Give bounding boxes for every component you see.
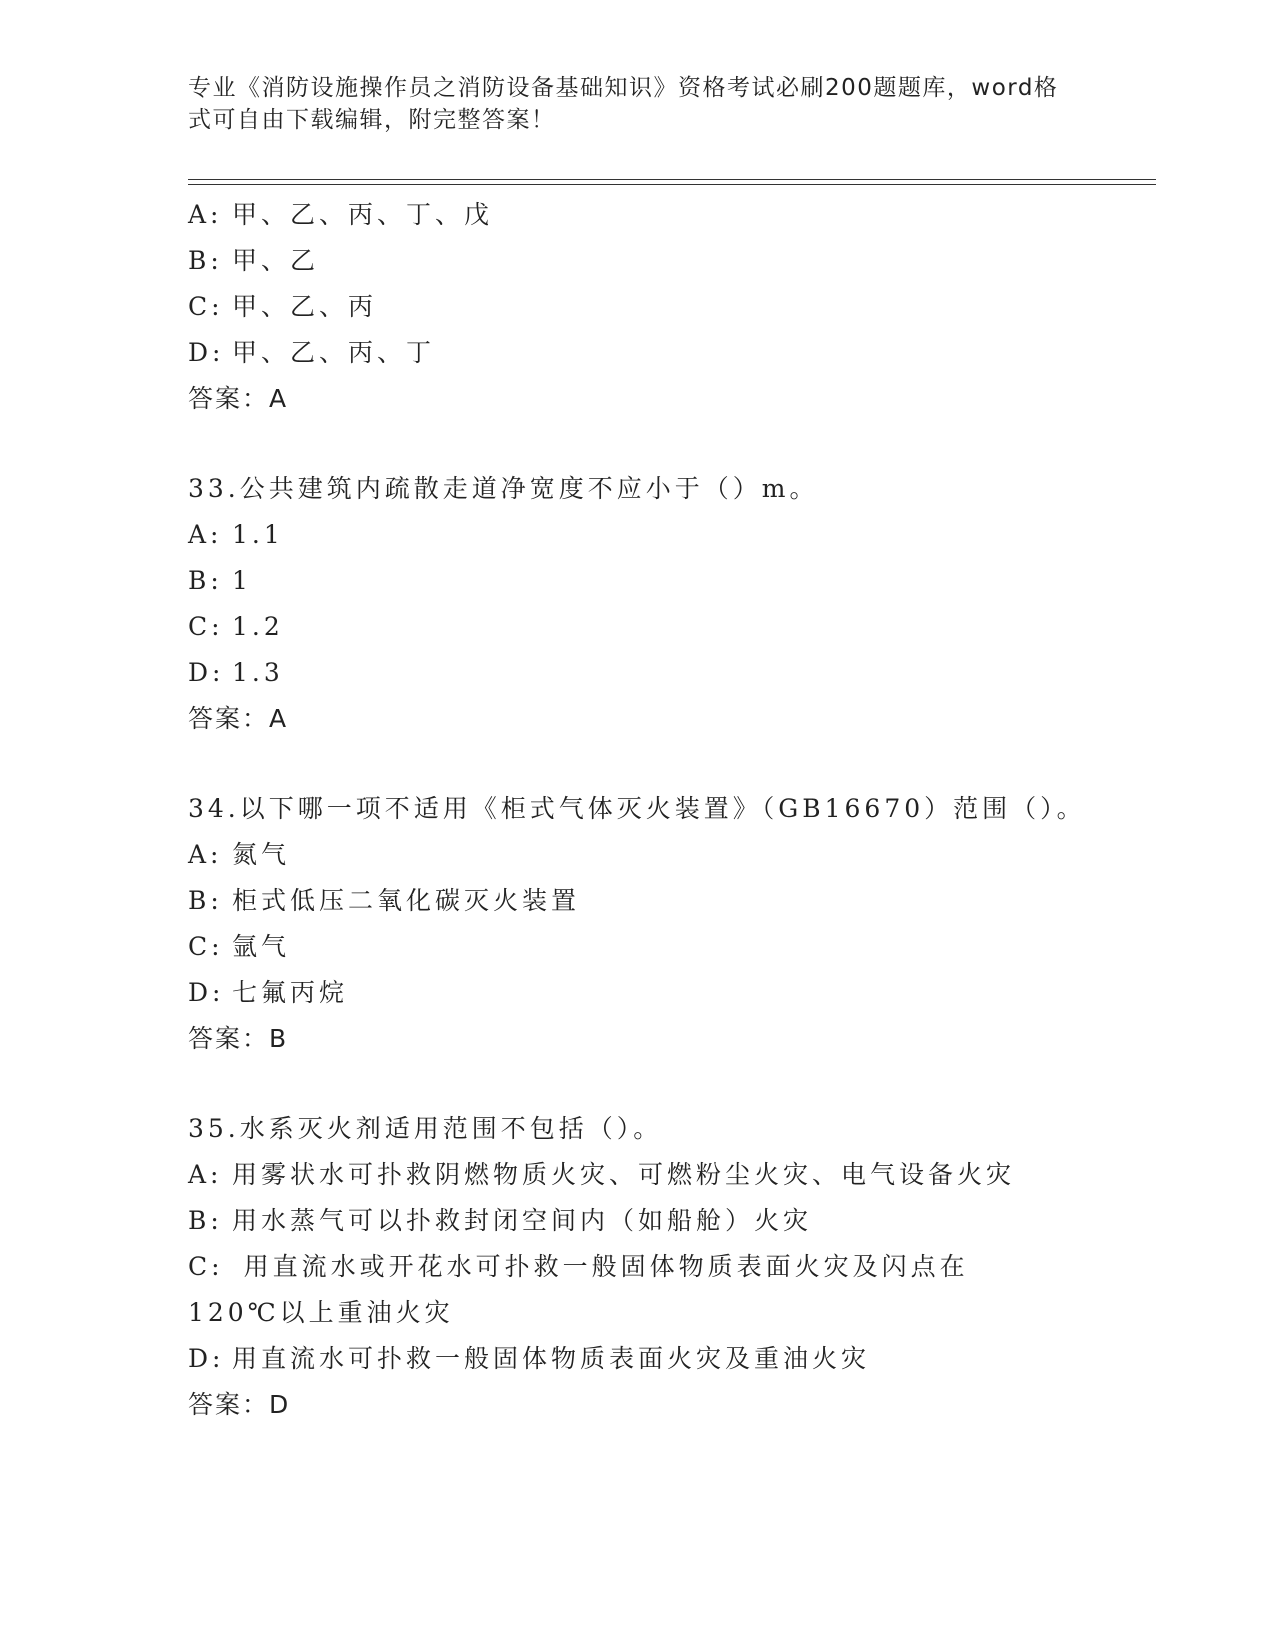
option-c xyxy=(188,604,1088,650)
option-text: 1 xyxy=(232,566,252,595)
option-d xyxy=(188,650,1088,696)
option-a xyxy=(188,512,1088,558)
option-b xyxy=(188,558,1088,604)
option-label: D: xyxy=(188,338,225,367)
option-a xyxy=(188,1152,1088,1198)
option-label: B: xyxy=(188,566,223,595)
option-b xyxy=(188,878,1088,924)
answer-line: 答案：B xyxy=(188,1024,289,1053)
question-text: 35.水系灭火剂适用范围不包括（）。 xyxy=(188,1114,663,1143)
option-text: 甲、乙 xyxy=(232,246,320,275)
option-text: 氮气 xyxy=(232,840,291,869)
question-block-33 xyxy=(188,466,1088,742)
option-text: 1.1 xyxy=(232,520,284,549)
question-block-35 xyxy=(188,1106,1088,1428)
option-label: C: xyxy=(188,612,224,641)
option-label: B: xyxy=(188,246,223,275)
option-label: C: xyxy=(188,932,224,961)
option-b xyxy=(188,238,1088,284)
option-c xyxy=(188,1244,1038,1336)
question-text: 33.公共建筑内疏散走道净宽度不应小于（）m。 xyxy=(188,474,819,503)
header-rule-top xyxy=(188,179,1156,180)
option-text: 氩气 xyxy=(232,932,291,961)
block-spacer xyxy=(188,1062,1088,1106)
option-text: 1.2 xyxy=(232,612,284,641)
answer-line: 答案：D xyxy=(188,1390,291,1419)
option-label: D: xyxy=(188,978,225,1007)
option-text: 甲、乙、丙 xyxy=(232,292,378,321)
option-a xyxy=(188,192,1088,238)
option-d xyxy=(188,970,1088,1016)
option-label: A: xyxy=(188,520,223,549)
option-label: A: xyxy=(188,840,223,869)
answer-line: 答案：A xyxy=(188,704,289,733)
option-a xyxy=(188,832,1088,878)
option-label: D: xyxy=(188,658,225,687)
option-text: 甲、乙、丙、丁、戊 xyxy=(232,200,494,229)
question-block-32 xyxy=(188,192,1088,422)
option-c xyxy=(188,924,1088,970)
option-text: 1.3 xyxy=(232,658,284,687)
block-spacer xyxy=(188,422,1088,466)
option-label: C: xyxy=(188,1252,224,1281)
option-d xyxy=(188,1336,1088,1382)
option-text: 用水蒸气可以扑救封闭空间内（如船舱）火灾 xyxy=(232,1206,813,1235)
block-spacer xyxy=(188,742,1088,786)
option-text: 用直流水或开花水可扑救一般固体物质表面火灾及闪点在120℃以上重油火灾 xyxy=(188,1252,969,1327)
question-list xyxy=(188,192,1088,1428)
option-text: 用雾状水可扑救阴燃物质火灾、可燃粉尘火灾、电气设备火灾 xyxy=(232,1160,1016,1189)
option-label: C: xyxy=(188,292,224,321)
option-label: A: xyxy=(188,1160,223,1189)
option-d xyxy=(188,330,1088,376)
option-text: 用直流水可扑救一般固体物质表面火灾及重油火灾 xyxy=(232,1344,871,1373)
option-label: B: xyxy=(188,1206,223,1235)
option-text: 七氟丙烷 xyxy=(232,978,349,1007)
header-rule-bottom xyxy=(188,184,1156,185)
option-label: A: xyxy=(188,200,223,229)
option-c xyxy=(188,284,1088,330)
option-text: 甲、乙、丙、丁 xyxy=(232,338,436,367)
question-block-34 xyxy=(188,786,1088,1062)
document-header: 专业《消防设施操作员之消防设备基础知识》资格考试必刷200题题库，word格式可自由下载编辑，附完整答案！ xyxy=(188,75,1059,133)
option-label: D: xyxy=(188,1344,225,1373)
option-text: 柜式低压二氧化碳灭火装置 xyxy=(232,886,581,915)
question-text: 34.以下哪一项不适用《柜式气体灭火装置》（GB16670）范围（）。 xyxy=(188,794,1086,823)
option-label: B: xyxy=(188,886,223,915)
option-b xyxy=(188,1198,1088,1244)
answer-line: 答案：A xyxy=(188,384,289,413)
